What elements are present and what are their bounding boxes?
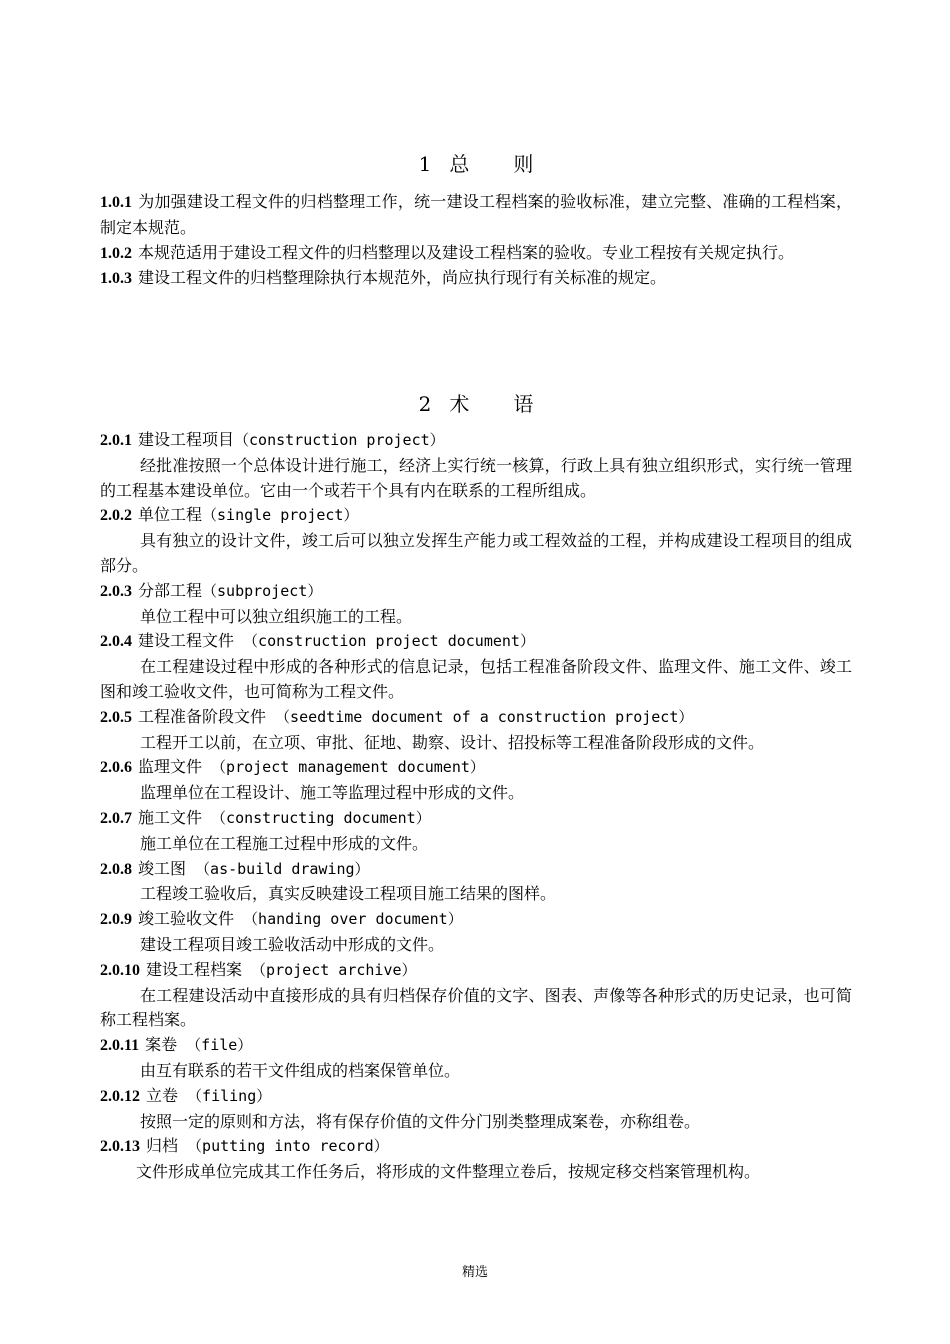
term-name: 建设工程项目 [138, 430, 235, 449]
section-2-title-a: 术 [449, 392, 470, 416]
section-2-terms [100, 428, 852, 1185]
term-heading [100, 1134, 852, 1160]
term-name: 分部工程 [138, 580, 203, 600]
term-number: 2.0.3 [100, 582, 132, 600]
term-definition: 在工程建设活动中直接形成的具有归档保存价值的文字、图表、声像等各种形式的历史记录，也可简称工程档案。 [100, 985, 852, 1030]
section-1-title-b: 则 [513, 152, 534, 176]
section-1-number: 1 [418, 152, 432, 176]
term-definition: 工程竣工验收后，真实反映建设工程项目施工结果的图样。 [140, 884, 557, 904]
term-number: 2.0.12 [100, 1087, 140, 1105]
term-english: （putting into record） [178, 1137, 389, 1156]
term-number: 2.0.11 [100, 1037, 140, 1055]
term-english: （project management document） [202, 758, 485, 777]
clause-1-0-3 [100, 266, 852, 292]
term-number: 2.0.1 [100, 432, 132, 449]
term-name: 单位工程 [138, 505, 203, 525]
term-name: 案卷 [145, 1035, 178, 1055]
term-english: （construction project document） [234, 632, 535, 651]
term-definition: 监理单位在工程设计、施工等监理过程中形成的文件。 [140, 783, 525, 803]
term-english: （constructing document） [202, 808, 431, 827]
term-definition: 文件形成单位完成其工作任务后，将形成的文件整理立卷后，按规定移交档案管理机构。 [136, 1162, 761, 1182]
term-number: 2.0.5 [100, 708, 132, 726]
term-name: 竣工验收文件 [138, 909, 235, 929]
clause-text: 建设工程文件的归档整理除执行本规范外，尚应执行现行有关标准的规定。 [138, 268, 667, 288]
term-heading [100, 1084, 852, 1110]
clause-number: 1.0.3 [100, 270, 132, 288]
section-1-title-a: 总 [449, 152, 470, 176]
term-heading [100, 857, 852, 883]
term-english: （construction project） [234, 431, 445, 449]
clause-1-0-1 [100, 190, 852, 241]
term-number: 2.0.6 [100, 759, 132, 777]
term-english: （seedtime document of a construction project） [266, 707, 694, 726]
term-definition: 工程开工以前，在立项、审批、征地、勘察、设计、招投标等工程准备阶段形成的文件。 [140, 732, 765, 752]
term-name: 竣工图 [138, 858, 187, 878]
term-english: （project archive） [242, 960, 417, 979]
section-1-heading [100, 148, 852, 177]
section-2-heading [100, 388, 852, 417]
term-number: 2.0.10 [100, 961, 140, 979]
term-english: （file） [177, 1036, 253, 1055]
term-definition: 单位工程中可以独立组织施工的工程。 [140, 606, 413, 626]
term-heading [100, 503, 852, 529]
term-definition: 建设工程项目竣工验收活动中形成的文件。 [140, 934, 445, 954]
term-definition: 在工程建设过程中形成的各种形式的信息记录，包括工程准备阶段文件、监理文件、施工文件、竣工图和竣工验收文件，也可简称为工程文件。 [100, 657, 852, 701]
term-english: （as-build drawing） [186, 859, 370, 878]
clause-1-0-2 [100, 241, 852, 267]
term-english: （filing） [178, 1086, 272, 1105]
clause-text: 本规范适用于建设工程文件的归档整理以及建设工程档案的验收。专业工程按有关规定执行。 [138, 242, 795, 262]
term-english: （handing over document） [234, 910, 463, 929]
term-name: 监理文件 [138, 757, 203, 777]
term-name: 建设工程档案 [146, 959, 243, 979]
term-number: 2.0.8 [100, 860, 132, 878]
term-number: 2.0.2 [100, 507, 132, 525]
term-name: 建设工程文件 [138, 631, 235, 651]
section-2-number: 2 [418, 392, 432, 416]
term-name: 工程准备阶段文件 [138, 706, 267, 726]
term-name: 立卷 [146, 1085, 179, 1105]
term-number: 2.0.9 [100, 911, 132, 929]
term-definition: 具有独立的设计文件，竣工后可以独立发挥生产能力或工程效益的工程，并构成建设工程项目的组成部分。 [100, 531, 852, 575]
term-heading [100, 629, 852, 655]
section-1-clauses [100, 190, 852, 292]
term-number: 2.0.13 [100, 1138, 140, 1156]
term-heading [100, 428, 852, 454]
page-footer: 精选 [461, 1265, 488, 1280]
term-english: （single project） [202, 506, 359, 525]
clause-number: 1.0.2 [100, 244, 132, 262]
clause-text: 为加强建设工程文件的归档整理工作，统一建设工程档案的验收标准，建立完整、准确的工程档案，制定本规范。 [100, 192, 852, 237]
term-heading [100, 958, 852, 984]
term-heading [100, 579, 852, 605]
term-name: 施工文件 [138, 807, 203, 827]
term-heading [100, 755, 852, 781]
term-definition: 按照一定的原则和方法，将有保存价值的文件分门别类整理成案卷，亦称组卷。 [140, 1111, 701, 1131]
term-name: 归档 [146, 1136, 179, 1156]
term-heading [100, 705, 852, 731]
term-number: 2.0.7 [100, 809, 132, 827]
term-definition: 由互有联系的若干文件组成的档案保管单位。 [140, 1060, 461, 1080]
term-definition: 施工单位在工程施工过程中形成的文件。 [140, 833, 429, 853]
term-heading [100, 1033, 852, 1059]
term-heading [100, 806, 852, 832]
term-heading [100, 907, 852, 933]
term-english: （subproject） [202, 581, 323, 600]
term-definition: 经批准按照一个总体设计进行施工，经济上实行统一核算，行政上具有独立组织形式，实行统一管理的工程基本建设单位。它由一个或若干个具有内在联系的工程所组成。 [100, 455, 852, 500]
term-number: 2.0.4 [100, 633, 132, 651]
clause-number: 1.0.1 [100, 194, 132, 211]
section-2-title-b: 语 [513, 392, 534, 416]
